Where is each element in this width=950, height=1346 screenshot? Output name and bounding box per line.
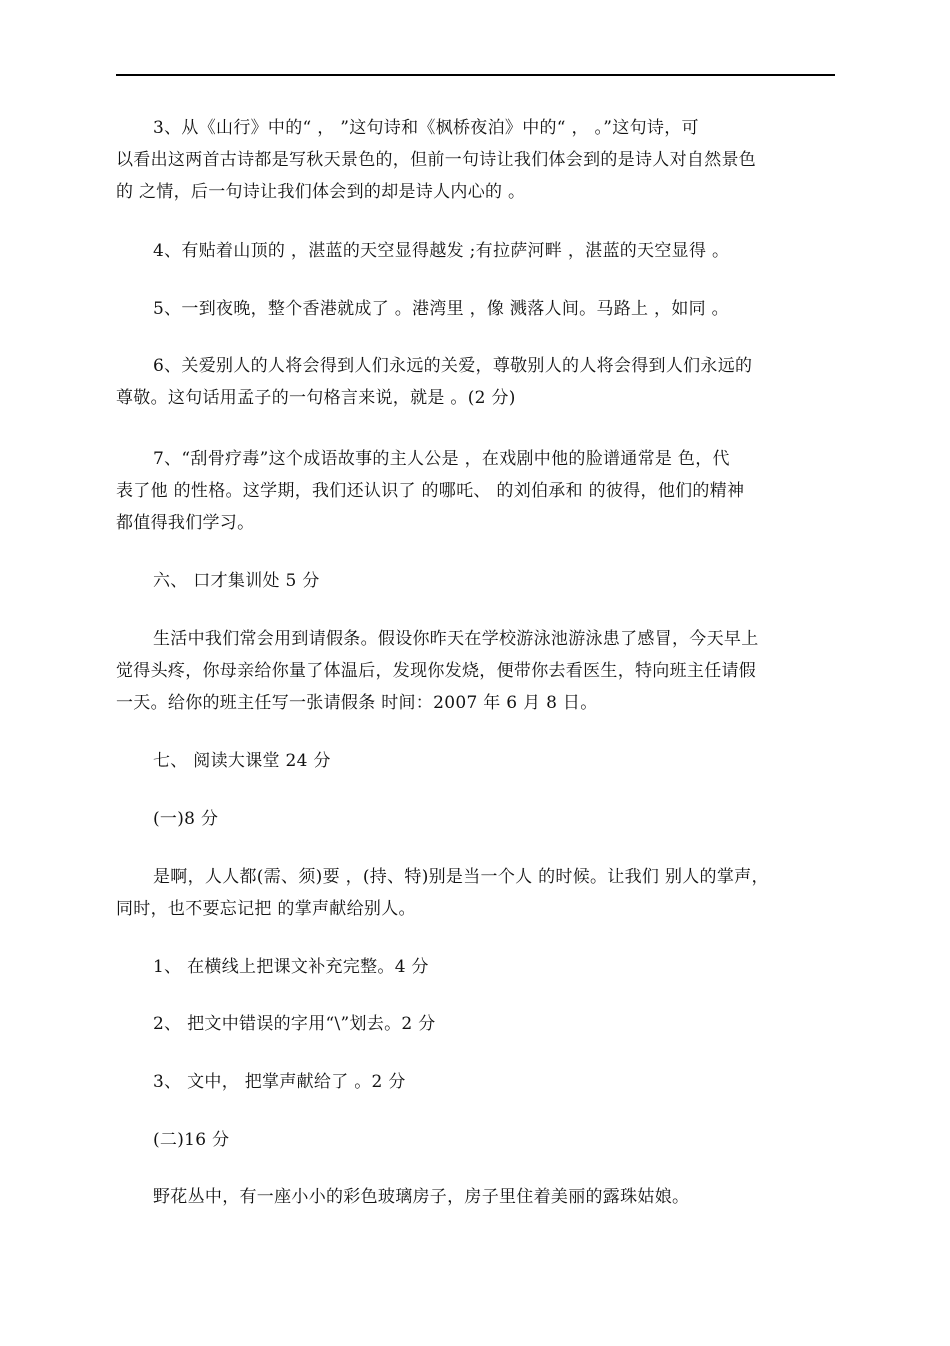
line: (一)8 分 (153, 809, 219, 829)
section-6-heading (116, 565, 834, 597)
line: 尊敬。这句话用孟子的一句格言来说，就是 。(2 分) (116, 388, 516, 408)
line: 2、 把文中错误的字用“\”划去。2 分 (153, 1014, 436, 1034)
line: (二)16 分 (153, 1130, 230, 1150)
line: 4、有贴着山顶的 ，湛蓝的天空显得越发 ;有拉萨河畔 ，湛蓝的天空显得 。 (153, 241, 730, 261)
line: 1、 在横线上把课文补充完整。4 分 (153, 957, 429, 977)
line: 表了他 的性格。这学期，我们还认识了 的哪吒、 的刘伯承和 的彼得，他们的精神 (116, 481, 745, 501)
reading-2-passage (116, 1181, 834, 1213)
question-5 (116, 293, 834, 325)
question-7 (116, 443, 834, 539)
line: 都值得我们学习。 (116, 513, 255, 533)
line: 野花丛中，有一座小小的彩色玻璃房子，房子里住着美丽的露珠姑娘。 (153, 1187, 690, 1207)
line: 生活中我们常会用到请假条。假设你昨天在学校游泳池游泳患了感冒，今天早上 (153, 629, 759, 649)
line: 一天。给你的班主任写一张请假条 时间：2007 年 6 月 8 日。 (116, 693, 598, 713)
reading-1-q2 (116, 1008, 834, 1040)
section-6-body (116, 623, 834, 719)
line: 7、“刮骨疗毒”这个成语故事的主人公是 ，在戏剧中他的脸谱通常是 色，代 (153, 449, 730, 469)
line: 觉得头疼，你母亲给你量了体温后，发现你发烧，便带你去看医生，特向班主任请假 (116, 661, 757, 681)
reading-1-q3 (116, 1066, 834, 1098)
line: 以看出这两首古诗都是写秋天景色的，但前一句诗让我们体会到的是诗人对自然景色 (116, 150, 757, 170)
line: 3、从《山行》中的“ ， ”这句诗和《枫桥夜泊》中的“ ， 。”这句诗，可 (153, 118, 699, 138)
reading-2-heading (116, 1124, 834, 1156)
line: 同时，也不要忘记把 的掌声献给别人。 (116, 899, 416, 919)
line: 是啊，人人都(需、须)要 ，(持、特)别是当一个人 的时候。让我们 别人的掌声， (153, 867, 769, 887)
line: 七、 阅读大课堂 24 分 (153, 751, 331, 771)
line: 6、关爱别人的人将会得到人们永远的关爱，尊敬别人的人将会得到人们永远的 (153, 356, 753, 376)
line: 5、一到夜晚，整个香港就成了 。港湾里 ，像 溅落人间。马路上 ，如同 。 (153, 299, 729, 319)
reading-1-heading (116, 803, 834, 835)
question-4 (116, 235, 834, 267)
section-7-heading (116, 745, 834, 777)
reading-1-passage (116, 861, 834, 925)
question-6 (116, 350, 834, 414)
line: 六、 口才集训处 5 分 (153, 571, 320, 591)
question-3 (116, 112, 834, 208)
reading-1-q1 (116, 951, 834, 983)
line: 的 之情，后一句诗让我们体会到的却是诗人内心的 。 (116, 182, 526, 202)
line: 3、 文中， 把掌声献给了 。2 分 (153, 1072, 406, 1092)
header-rule (116, 74, 835, 76)
